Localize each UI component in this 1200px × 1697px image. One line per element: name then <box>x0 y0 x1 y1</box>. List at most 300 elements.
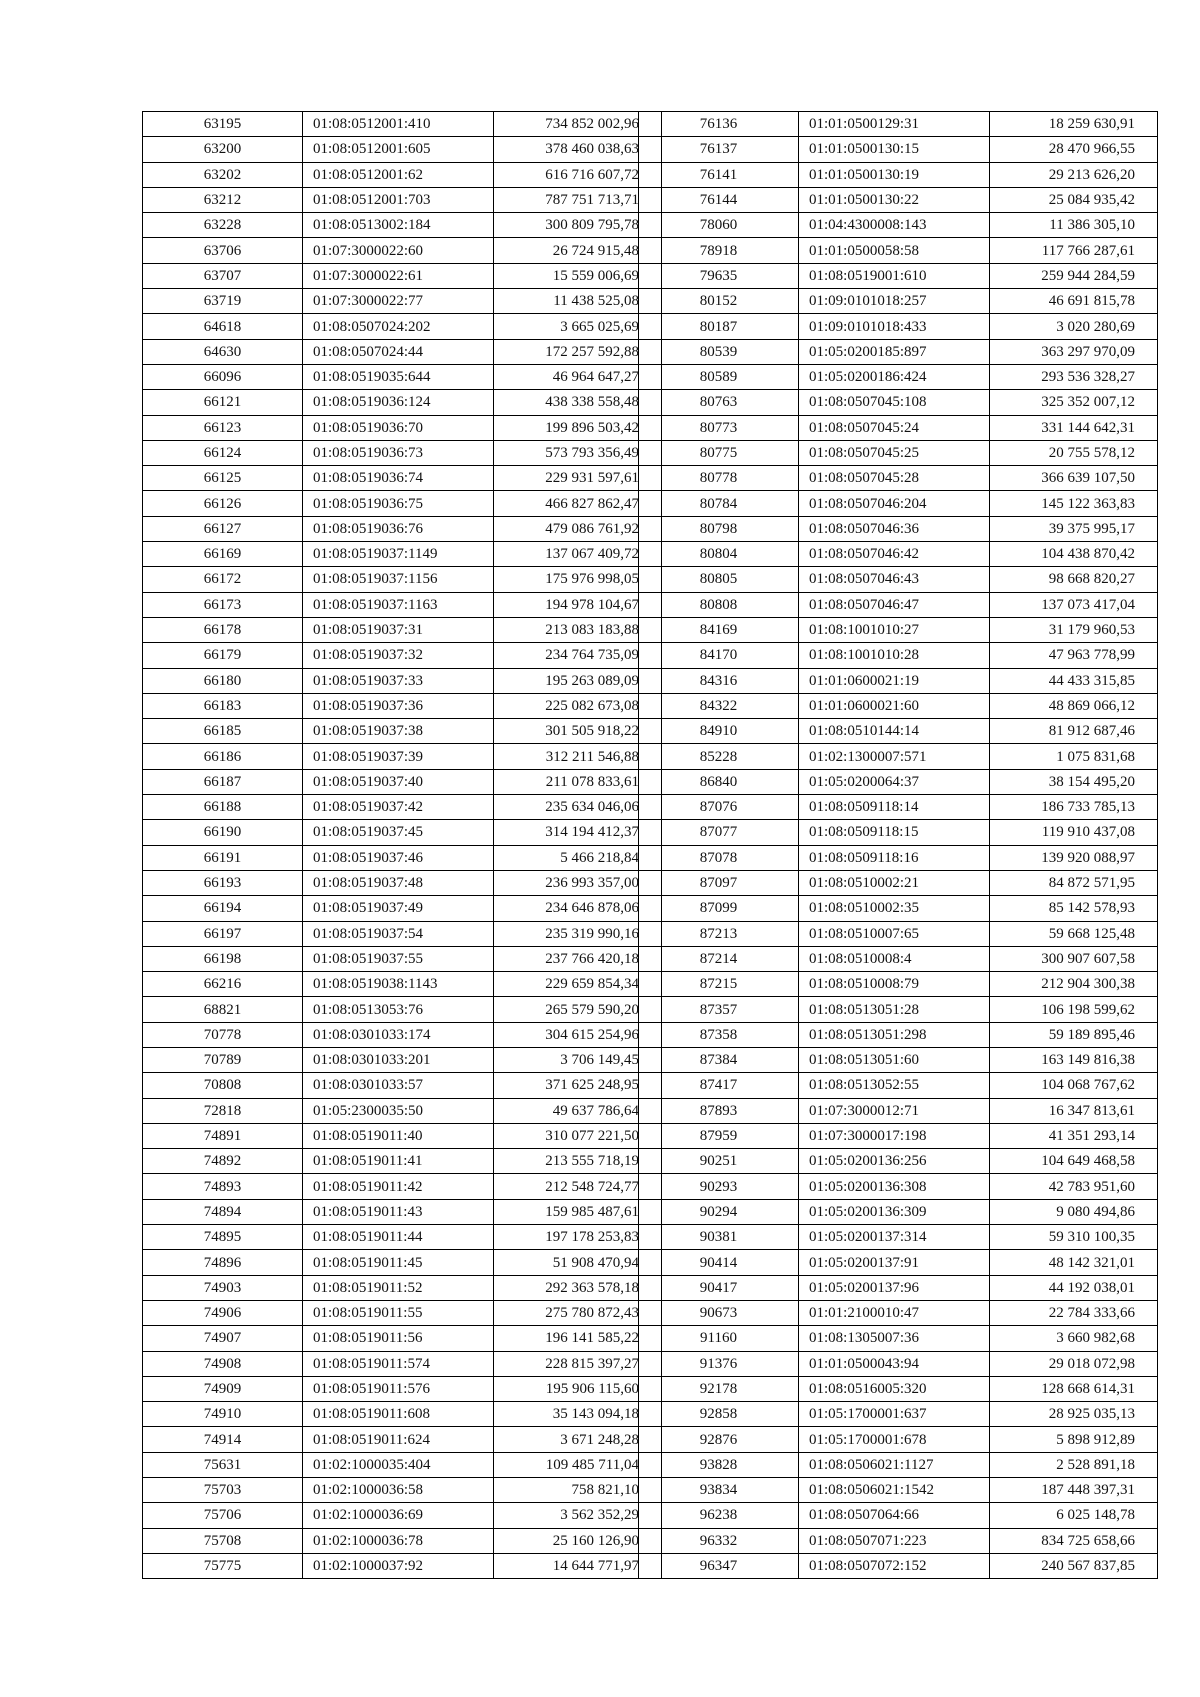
cadastral-number-cell: 01:08:0507072:152 <box>799 1553 990 1578</box>
cadastral-number-cell: 01:09:0101018:257 <box>799 289 990 314</box>
cadastral-value-cell: 48 869 066,12 <box>990 693 1158 718</box>
row-number-cell: 93834 <box>639 1478 799 1503</box>
row-number-cell: 90293 <box>639 1174 799 1199</box>
row-number-cell: 74907 <box>143 1326 303 1351</box>
cadastral-value-cell: 3 665 025,69 <box>494 314 662 339</box>
cadastral-number-cell: 01:01:0500129:31 <box>799 112 990 137</box>
row-number-cell: 80778 <box>639 466 799 491</box>
cadastral-number-cell: 01:08:0519011:624 <box>303 1427 494 1452</box>
row-number-cell: 63719 <box>143 289 303 314</box>
table-row <box>639 1528 1158 1553</box>
cadastral-number-cell: 01:08:0512001:62 <box>303 162 494 187</box>
table-row <box>143 845 662 870</box>
table-row <box>639 997 1158 1022</box>
cadastral-number-cell: 01:08:0509118:15 <box>799 820 990 845</box>
cadastral-number-cell: 01:08:0507071:223 <box>799 1528 990 1553</box>
cadastral-value-cell: 25 160 126,90 <box>494 1528 662 1553</box>
cadastral-value-cell: 139 920 088,97 <box>990 845 1158 870</box>
cadastral-number-cell: 01:08:0513052:55 <box>799 1073 990 1098</box>
table-row <box>639 1225 1158 1250</box>
row-number-cell: 93828 <box>639 1452 799 1477</box>
cadastral-value-cell: 128 668 614,31 <box>990 1376 1158 1401</box>
row-number-cell: 80539 <box>639 339 799 364</box>
cadastral-value-cell: 18 259 630,91 <box>990 112 1158 137</box>
row-number-cell: 75775 <box>143 1553 303 1578</box>
row-number-cell: 87959 <box>639 1123 799 1148</box>
table-row <box>639 491 1158 516</box>
row-number-cell: 80784 <box>639 491 799 516</box>
table-row <box>143 820 662 845</box>
cadastral-number-cell: 01:08:0510144:14 <box>799 719 990 744</box>
cadastral-value-cell: 292 363 578,18 <box>494 1275 662 1300</box>
cadastral-number-cell: 01:08:0510008:79 <box>799 972 990 997</box>
cadastral-value-cell: 9 080 494,86 <box>990 1199 1158 1224</box>
table-row <box>143 516 662 541</box>
cadastral-value-cell: 159 985 487,61 <box>494 1199 662 1224</box>
table-row <box>639 946 1158 971</box>
row-number-cell: 87214 <box>639 946 799 971</box>
table-row <box>143 314 662 339</box>
cadastral-number-cell: 01:08:0519037:32 <box>303 643 494 668</box>
cadastral-value-cell: 35 143 094,18 <box>494 1402 662 1427</box>
row-number-cell: 79635 <box>639 263 799 288</box>
row-number-cell: 66183 <box>143 693 303 718</box>
table-row <box>639 795 1158 820</box>
row-number-cell: 87215 <box>639 972 799 997</box>
table-row <box>143 213 662 238</box>
cadastral-number-cell: 01:08:1001010:28 <box>799 643 990 668</box>
cadastral-value-cell: 59 668 125,48 <box>990 921 1158 946</box>
cadastral-number-cell: 01:08:0507024:202 <box>303 314 494 339</box>
row-number-cell: 90673 <box>639 1300 799 1325</box>
cadastral-value-cell: 834 725 658,66 <box>990 1528 1158 1553</box>
cadastral-value-cell: 186 733 785,13 <box>990 795 1158 820</box>
row-number-cell: 92876 <box>639 1427 799 1452</box>
cadastral-value-cell: 235 634 046,06 <box>494 795 662 820</box>
cadastral-value-cell: 14 644 771,97 <box>494 1553 662 1578</box>
row-number-cell: 63228 <box>143 213 303 238</box>
cadastral-number-cell: 01:08:0519011:574 <box>303 1351 494 1376</box>
cadastral-value-cell: 228 815 397,27 <box>494 1351 662 1376</box>
cadastral-value-cell: 3 020 280,69 <box>990 314 1158 339</box>
table-row <box>143 415 662 440</box>
row-number-cell: 75703 <box>143 1478 303 1503</box>
row-number-cell: 66125 <box>143 466 303 491</box>
cadastral-value-cell: 194 978 104,67 <box>494 592 662 617</box>
cadastral-value-cell: 31 179 960,53 <box>990 617 1158 642</box>
cadastral-value-cell: 175 976 998,05 <box>494 567 662 592</box>
table-row <box>143 567 662 592</box>
cadastral-number-cell: 01:05:0200137:314 <box>799 1225 990 1250</box>
row-number-cell: 74909 <box>143 1376 303 1401</box>
table-row <box>143 1300 662 1325</box>
table-row <box>143 339 662 364</box>
cadastral-value-cell: 38 154 495,20 <box>990 769 1158 794</box>
table-row <box>143 1123 662 1148</box>
cadastral-value-cell: 20 755 578,12 <box>990 440 1158 465</box>
table-row <box>143 1351 662 1376</box>
cadastral-value-cell: 371 625 248,95 <box>494 1073 662 1098</box>
row-number-cell: 87097 <box>639 870 799 895</box>
cadastral-number-cell: 01:08:0519036:73 <box>303 440 494 465</box>
row-number-cell: 66187 <box>143 769 303 794</box>
table-row <box>143 1427 662 1452</box>
table-row <box>639 921 1158 946</box>
row-number-cell: 66197 <box>143 921 303 946</box>
cadastral-number-cell: 01:08:0519011:45 <box>303 1250 494 1275</box>
table-row <box>639 466 1158 491</box>
table-row <box>639 769 1158 794</box>
table-row <box>143 719 662 744</box>
table-row <box>143 1225 662 1250</box>
row-number-cell: 63200 <box>143 137 303 162</box>
cadastral-value-cell: 229 659 854,34 <box>494 972 662 997</box>
row-number-cell: 64630 <box>143 339 303 364</box>
row-number-cell: 66194 <box>143 896 303 921</box>
row-number-cell: 87417 <box>639 1073 799 1098</box>
row-number-cell: 80808 <box>639 592 799 617</box>
row-number-cell: 85228 <box>639 744 799 769</box>
cadastral-value-cell: 44 433 315,85 <box>990 668 1158 693</box>
table-row <box>639 289 1158 314</box>
cadastral-value-cell: 104 068 767,62 <box>990 1073 1158 1098</box>
cadastral-value-cell: 81 912 687,46 <box>990 719 1158 744</box>
cadastral-value-cell: 301 505 918,22 <box>494 719 662 744</box>
cadastral-number-cell: 01:08:0519036:70 <box>303 415 494 440</box>
cadastral-number-cell: 01:08:1305007:36 <box>799 1326 990 1351</box>
cadastral-number-cell: 01:08:0519038:1143 <box>303 972 494 997</box>
table-row <box>639 693 1158 718</box>
cadastral-number-cell: 01:08:0519037:49 <box>303 896 494 921</box>
row-number-cell: 75708 <box>143 1528 303 1553</box>
row-number-cell: 96238 <box>639 1503 799 1528</box>
cadastral-value-cell: 44 192 038,01 <box>990 1275 1158 1300</box>
row-number-cell: 87893 <box>639 1098 799 1123</box>
row-number-cell: 92178 <box>639 1376 799 1401</box>
cadastral-number-cell: 01:05:2300035:50 <box>303 1098 494 1123</box>
table-row <box>143 187 662 212</box>
table-row <box>639 1047 1158 1072</box>
cadastral-number-cell: 01:08:0519036:74 <box>303 466 494 491</box>
cadastral-value-cell: 29 213 626,20 <box>990 162 1158 187</box>
cadastral-number-cell: 01:08:0512001:410 <box>303 112 494 137</box>
table-row <box>639 213 1158 238</box>
cadastral-number-cell: 01:09:0101018:433 <box>799 314 990 339</box>
row-number-cell: 90251 <box>639 1149 799 1174</box>
cadastral-number-cell: 01:07:3000017:198 <box>799 1123 990 1148</box>
cadastral-number-cell: 01:08:0519036:75 <box>303 491 494 516</box>
row-number-cell: 74894 <box>143 1199 303 1224</box>
cadastral-number-cell: 01:04:4300008:143 <box>799 213 990 238</box>
table-row <box>143 921 662 946</box>
table-row <box>639 162 1158 187</box>
cadastral-number-cell: 01:08:0519011:43 <box>303 1199 494 1224</box>
cadastral-number-cell: 01:08:0519037:33 <box>303 668 494 693</box>
cadastral-value-cell: 16 347 813,61 <box>990 1098 1158 1123</box>
table-row <box>639 1553 1158 1578</box>
cadastral-value-cell: 196 141 585,22 <box>494 1326 662 1351</box>
cadastral-value-cell: 6 025 148,78 <box>990 1503 1158 1528</box>
table-row <box>639 972 1158 997</box>
cadastral-number-cell: 01:05:0200064:37 <box>799 769 990 794</box>
row-number-cell: 72818 <box>143 1098 303 1123</box>
cadastral-value-cell: 479 086 761,92 <box>494 516 662 541</box>
table-row <box>143 617 662 642</box>
table-row <box>143 1376 662 1401</box>
cadastral-number-cell: 01:08:0519037:45 <box>303 820 494 845</box>
table-row <box>143 1073 662 1098</box>
table-row <box>639 617 1158 642</box>
cadastral-value-cell: 1 075 831,68 <box>990 744 1158 769</box>
table-row <box>143 870 662 895</box>
row-number-cell: 76141 <box>639 162 799 187</box>
row-number-cell: 80775 <box>639 440 799 465</box>
cadastral-number-cell: 01:01:0600021:19 <box>799 668 990 693</box>
row-number-cell: 84170 <box>639 643 799 668</box>
cadastral-number-cell: 01:08:0510002:35 <box>799 896 990 921</box>
cadastral-value-cell: 22 784 333,66 <box>990 1300 1158 1325</box>
cadastral-value-cell: 39 375 995,17 <box>990 516 1158 541</box>
row-number-cell: 87078 <box>639 845 799 870</box>
cadastral-value-cell: 229 931 597,61 <box>494 466 662 491</box>
row-number-cell: 66188 <box>143 795 303 820</box>
table-row <box>639 1275 1158 1300</box>
table-row <box>639 542 1158 567</box>
cadastral-number-cell: 01:08:0301033:201 <box>303 1047 494 1072</box>
cadastral-number-cell: 01:02:1300007:571 <box>799 744 990 769</box>
table-row <box>143 263 662 288</box>
cadastral-number-cell: 01:08:0507045:24 <box>799 415 990 440</box>
row-number-cell: 74914 <box>143 1427 303 1452</box>
row-number-cell: 80798 <box>639 516 799 541</box>
cadastral-value-cell: 236 993 357,00 <box>494 870 662 895</box>
row-number-cell: 84169 <box>639 617 799 642</box>
cadastral-number-cell: 01:08:0519037:40 <box>303 769 494 794</box>
cadastral-value-cell: 787 751 713,71 <box>494 187 662 212</box>
cadastral-number-cell: 01:05:0200136:256 <box>799 1149 990 1174</box>
cadastral-value-cell: 304 615 254,96 <box>494 1022 662 1047</box>
row-number-cell: 87076 <box>639 795 799 820</box>
cadastral-number-cell: 01:02:1000036:69 <box>303 1503 494 1528</box>
cadastral-value-cell: 378 460 038,63 <box>494 137 662 162</box>
cadastral-number-cell: 01:08:0519011:576 <box>303 1376 494 1401</box>
row-number-cell: 70808 <box>143 1073 303 1098</box>
cadastral-number-cell: 01:05:0200136:309 <box>799 1199 990 1224</box>
table-row <box>639 1022 1158 1047</box>
row-number-cell: 80804 <box>639 542 799 567</box>
row-number-cell: 74892 <box>143 1149 303 1174</box>
table-row <box>143 1452 662 1477</box>
table-row <box>639 1199 1158 1224</box>
row-number-cell: 66216 <box>143 972 303 997</box>
cadastral-number-cell: 01:08:0519011:44 <box>303 1225 494 1250</box>
table-row <box>639 719 1158 744</box>
cadastral-number-cell: 01:01:2100010:47 <box>799 1300 990 1325</box>
table-row <box>143 466 662 491</box>
table-row <box>639 896 1158 921</box>
table-row <box>143 112 662 137</box>
cadastral-number-cell: 01:08:0513051:60 <box>799 1047 990 1072</box>
cadastral-number-cell: 01:05:0200136:308 <box>799 1174 990 1199</box>
right-data-table <box>638 111 1158 1579</box>
cadastral-number-cell: 01:07:3000012:71 <box>799 1098 990 1123</box>
row-number-cell: 74908 <box>143 1351 303 1376</box>
row-number-cell: 80773 <box>639 415 799 440</box>
cadastral-number-cell: 01:01:0500130:22 <box>799 187 990 212</box>
table-row <box>639 668 1158 693</box>
row-number-cell: 66096 <box>143 364 303 389</box>
row-number-cell: 66180 <box>143 668 303 693</box>
row-number-cell: 74906 <box>143 1300 303 1325</box>
cadastral-number-cell: 01:08:0507045:108 <box>799 390 990 415</box>
cadastral-value-cell: 234 646 878,06 <box>494 896 662 921</box>
table-row <box>143 1528 662 1553</box>
cadastral-value-cell: 3 562 352,29 <box>494 1503 662 1528</box>
row-number-cell: 66190 <box>143 820 303 845</box>
cadastral-number-cell: 01:08:0519037:46 <box>303 845 494 870</box>
table-row <box>639 339 1158 364</box>
cadastral-value-cell: 195 263 089,09 <box>494 668 662 693</box>
cadastral-value-cell: 59 189 895,46 <box>990 1022 1158 1047</box>
row-number-cell: 90294 <box>639 1199 799 1224</box>
table-row <box>639 1351 1158 1376</box>
row-number-cell: 66178 <box>143 617 303 642</box>
cadastral-value-cell: 42 783 951,60 <box>990 1174 1158 1199</box>
cadastral-value-cell: 46 691 815,78 <box>990 289 1158 314</box>
row-number-cell: 76144 <box>639 187 799 212</box>
row-number-cell: 80589 <box>639 364 799 389</box>
cadastral-number-cell: 01:08:0510002:21 <box>799 870 990 895</box>
row-number-cell: 96347 <box>639 1553 799 1578</box>
cadastral-number-cell: 01:05:0200186:424 <box>799 364 990 389</box>
cadastral-value-cell: 48 142 321,01 <box>990 1250 1158 1275</box>
row-number-cell: 63706 <box>143 238 303 263</box>
row-number-cell: 74893 <box>143 1174 303 1199</box>
cadastral-value-cell: 163 149 816,38 <box>990 1047 1158 1072</box>
left-data-table <box>142 111 662 1579</box>
table-row <box>143 1478 662 1503</box>
row-number-cell: 80187 <box>639 314 799 339</box>
table-row <box>143 440 662 465</box>
table-row <box>143 1149 662 1174</box>
table-row <box>143 946 662 971</box>
cadastral-number-cell: 01:08:0507024:44 <box>303 339 494 364</box>
cadastral-number-cell: 01:02:1000036:78 <box>303 1528 494 1553</box>
right-table-body <box>639 112 1158 1579</box>
table-row <box>639 643 1158 668</box>
cadastral-value-cell: 325 352 007,12 <box>990 390 1158 415</box>
cadastral-number-cell: 01:08:0519037:38 <box>303 719 494 744</box>
cadastral-number-cell: 01:08:0519037:1149 <box>303 542 494 567</box>
table-row <box>143 1022 662 1047</box>
cadastral-value-cell: 137 073 417,04 <box>990 592 1158 617</box>
table-row <box>639 1174 1158 1199</box>
cadastral-number-cell: 01:08:0510008:4 <box>799 946 990 971</box>
row-number-cell: 84316 <box>639 668 799 693</box>
row-number-cell: 63707 <box>143 263 303 288</box>
table-row <box>639 1073 1158 1098</box>
row-number-cell: 80763 <box>639 390 799 415</box>
table-row <box>639 1326 1158 1351</box>
cadastral-number-cell: 01:07:3000022:77 <box>303 289 494 314</box>
cadastral-value-cell: 265 579 590,20 <box>494 997 662 1022</box>
cadastral-number-cell: 01:02:1000035:404 <box>303 1452 494 1477</box>
cadastral-number-cell: 01:01:0500043:94 <box>799 1351 990 1376</box>
cadastral-value-cell: 119 910 437,08 <box>990 820 1158 845</box>
cadastral-value-cell: 195 906 115,60 <box>494 1376 662 1401</box>
cadastral-value-cell: 237 766 420,18 <box>494 946 662 971</box>
cadastral-number-cell: 01:08:0507046:36 <box>799 516 990 541</box>
row-number-cell: 90414 <box>639 1250 799 1275</box>
cadastral-value-cell: 59 310 100,35 <box>990 1225 1158 1250</box>
cadastral-number-cell: 01:08:0513002:184 <box>303 213 494 238</box>
row-number-cell: 74891 <box>143 1123 303 1148</box>
row-number-cell: 75631 <box>143 1452 303 1477</box>
cadastral-number-cell: 01:07:3000022:60 <box>303 238 494 263</box>
table-row <box>639 415 1158 440</box>
cadastral-number-cell: 01:08:0507046:47 <box>799 592 990 617</box>
cadastral-value-cell: 29 018 072,98 <box>990 1351 1158 1376</box>
table-row <box>639 238 1158 263</box>
cadastral-value-cell: 117 766 287,61 <box>990 238 1158 263</box>
table-row <box>143 542 662 567</box>
cadastral-number-cell: 01:08:0513051:28 <box>799 997 990 1022</box>
row-number-cell: 63195 <box>143 112 303 137</box>
cadastral-value-cell: 3 671 248,28 <box>494 1427 662 1452</box>
table-row <box>143 1275 662 1300</box>
row-number-cell: 66123 <box>143 415 303 440</box>
table-row <box>143 896 662 921</box>
cadastral-value-cell: 41 351 293,14 <box>990 1123 1158 1148</box>
table-row <box>639 1123 1158 1148</box>
cadastral-value-cell: 84 872 571,95 <box>990 870 1158 895</box>
cadastral-number-cell: 01:08:0519037:31 <box>303 617 494 642</box>
table-row <box>639 567 1158 592</box>
row-number-cell: 87358 <box>639 1022 799 1047</box>
row-number-cell: 63202 <box>143 162 303 187</box>
table-row <box>143 769 662 794</box>
row-number-cell: 66198 <box>143 946 303 971</box>
cadastral-value-cell: 85 142 578,93 <box>990 896 1158 921</box>
cadastral-number-cell: 01:08:0519037:1156 <box>303 567 494 592</box>
row-number-cell: 68821 <box>143 997 303 1022</box>
cadastral-value-cell: 172 257 592,88 <box>494 339 662 364</box>
cadastral-number-cell: 01:01:0500130:15 <box>799 137 990 162</box>
row-number-cell: 90381 <box>639 1225 799 1250</box>
row-number-cell: 74896 <box>143 1250 303 1275</box>
cadastral-value-cell: 213 555 718,19 <box>494 1149 662 1174</box>
row-number-cell: 76136 <box>639 112 799 137</box>
table-row <box>143 491 662 516</box>
cadastral-number-cell: 01:02:1000037:92 <box>303 1553 494 1578</box>
row-number-cell: 92858 <box>639 1402 799 1427</box>
cadastral-number-cell: 01:08:0519001:610 <box>799 263 990 288</box>
row-number-cell: 84322 <box>639 693 799 718</box>
cadastral-value-cell: 275 780 872,43 <box>494 1300 662 1325</box>
cadastral-value-cell: 197 178 253,83 <box>494 1225 662 1250</box>
table-row <box>143 1098 662 1123</box>
table-row <box>639 263 1158 288</box>
cadastral-number-cell: 01:08:0507046:42 <box>799 542 990 567</box>
row-number-cell: 74895 <box>143 1225 303 1250</box>
table-row <box>639 1503 1158 1528</box>
table-row <box>639 364 1158 389</box>
cadastral-number-cell: 01:08:0301033:174 <box>303 1022 494 1047</box>
cadastral-number-cell: 01:08:1001010:27 <box>799 617 990 642</box>
cadastral-number-cell: 01:08:0519037:48 <box>303 870 494 895</box>
cadastral-value-cell: 51 908 470,94 <box>494 1250 662 1275</box>
row-number-cell: 75706 <box>143 1503 303 1528</box>
